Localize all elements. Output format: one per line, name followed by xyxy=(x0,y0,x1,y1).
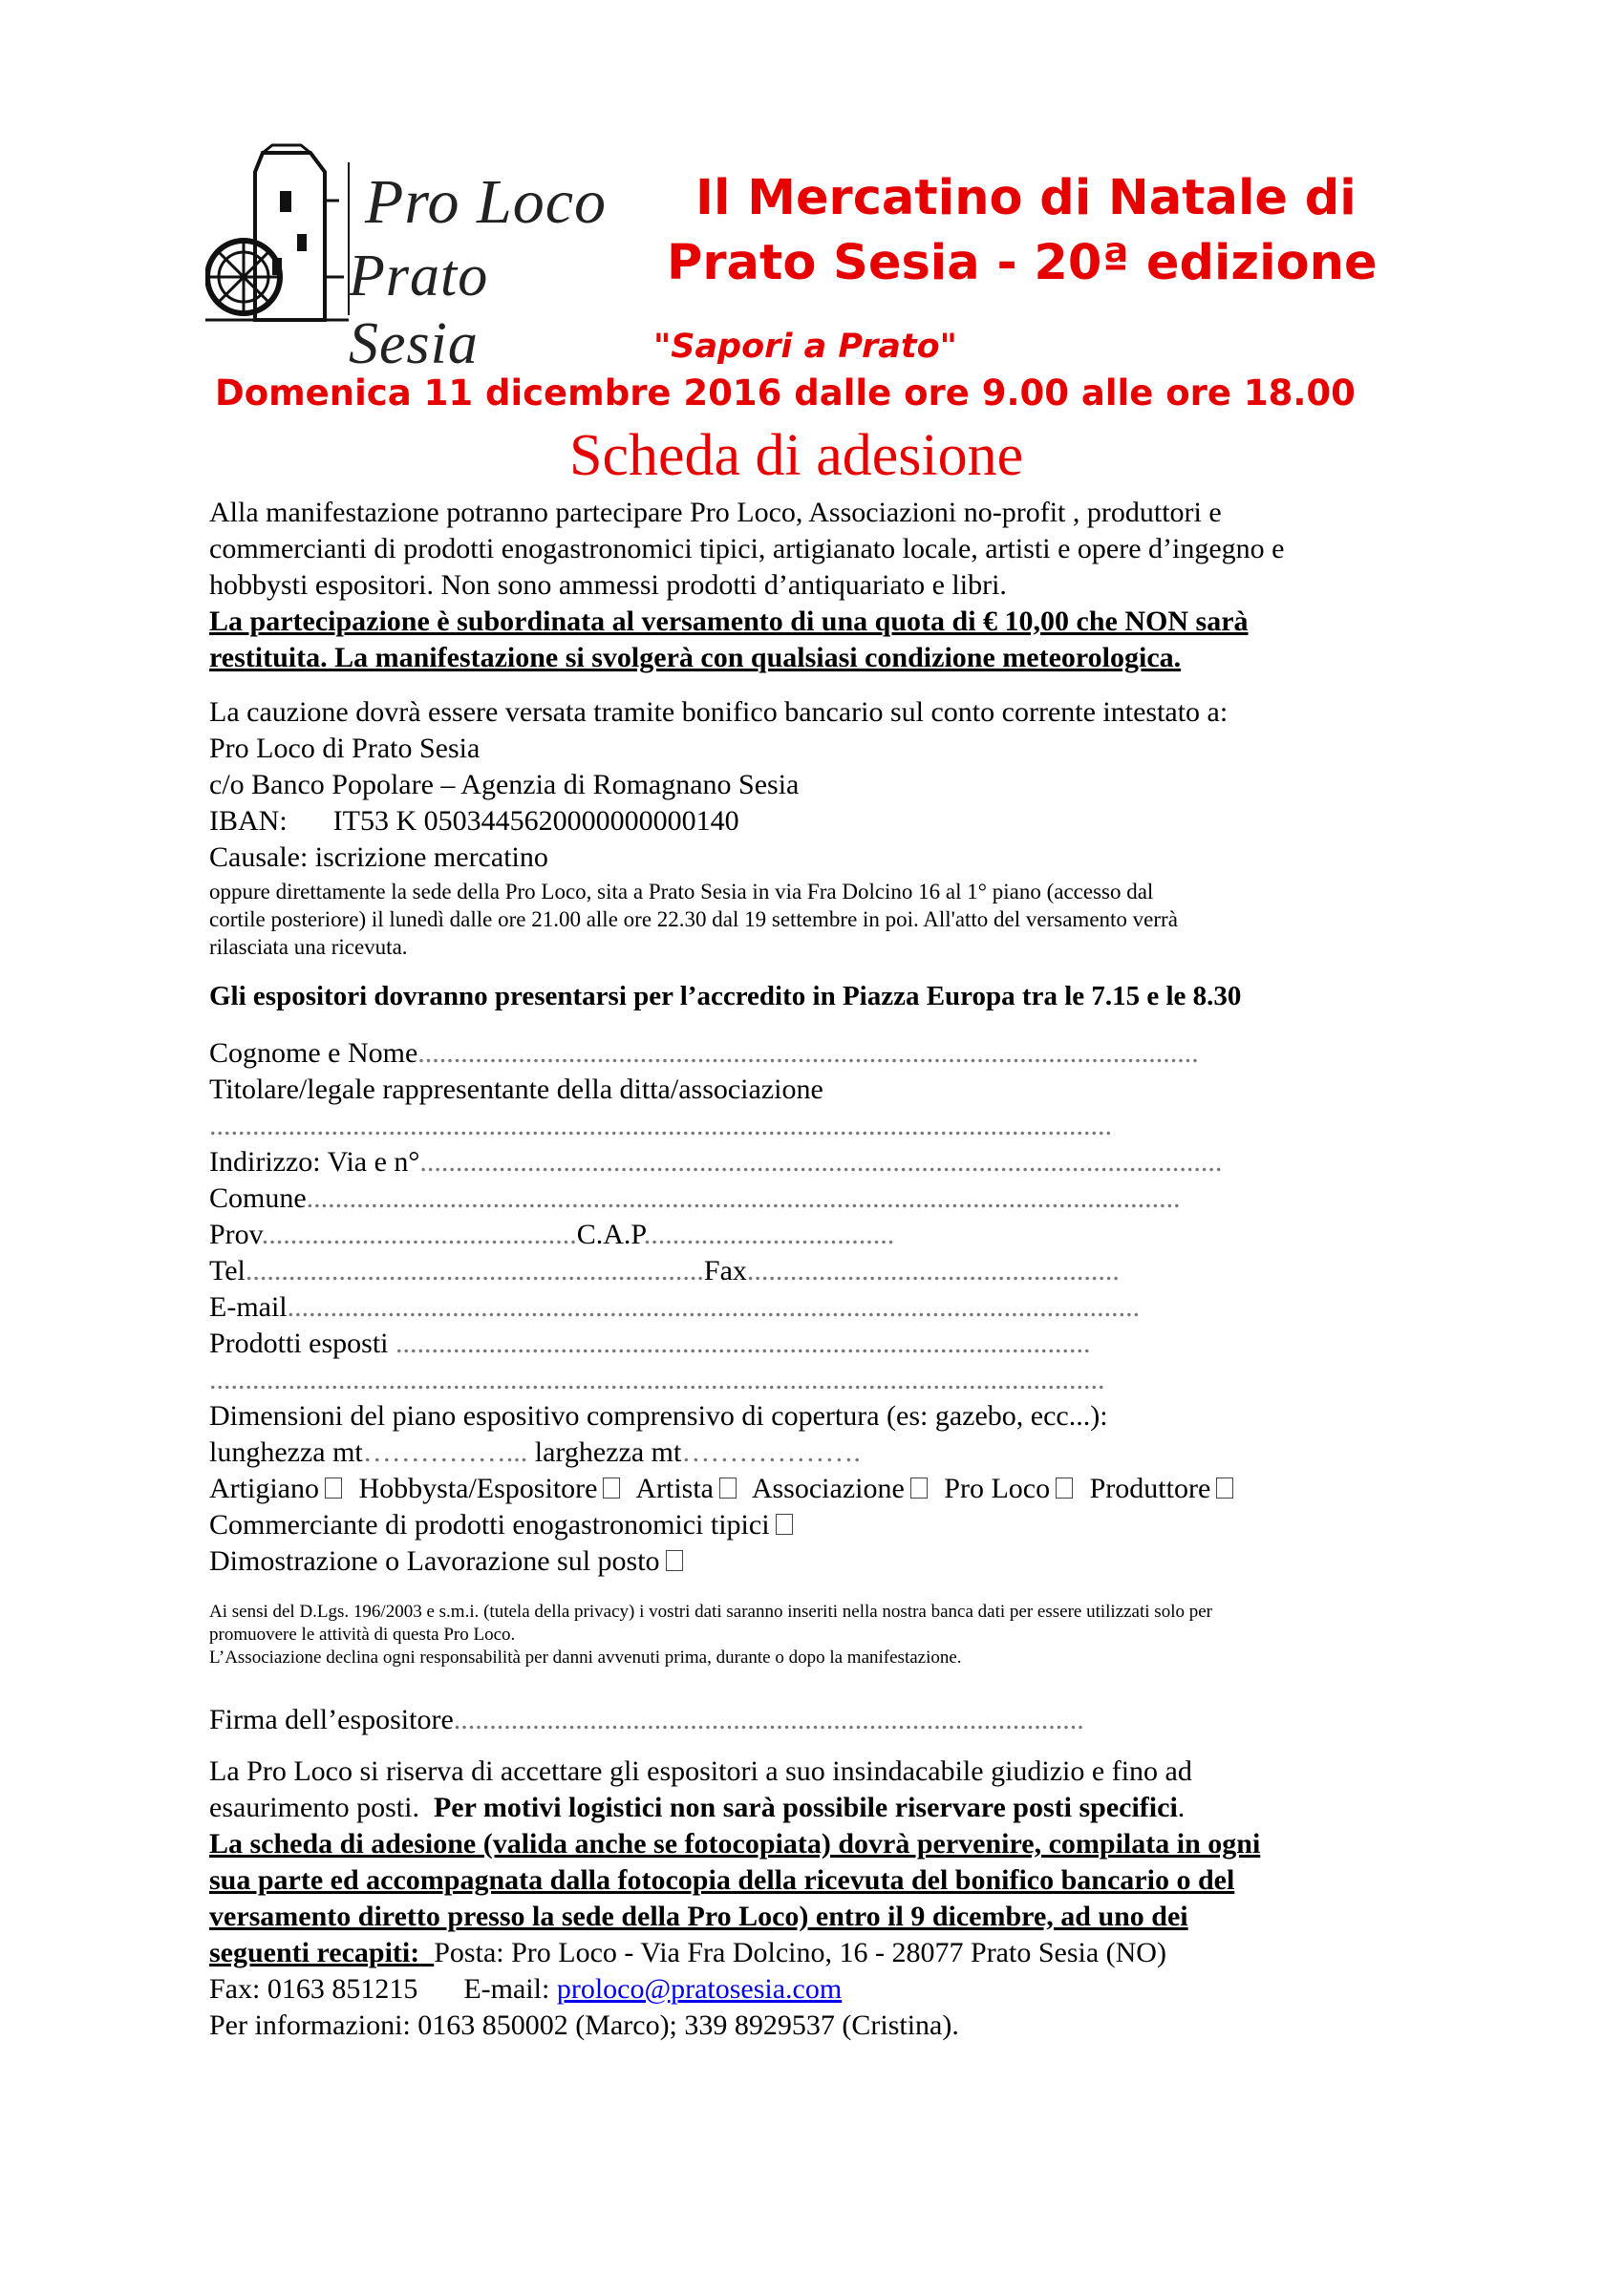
category-label: Produttore xyxy=(1089,1473,1211,1504)
checkbox-commerciante[interactable] xyxy=(776,1514,793,1535)
field-prodotti[interactable]: Prodotti esposti ................................................................................................. xyxy=(209,1328,1091,1359)
field-label: C.A.P xyxy=(576,1219,644,1250)
field-email[interactable]: E-mail....................................................................................................................... xyxy=(209,1291,1141,1323)
category-row xyxy=(209,1471,1243,1507)
field-label: Prodotti esposti xyxy=(209,1328,389,1359)
category-label: Associazione xyxy=(751,1473,905,1504)
contacts-row xyxy=(209,1935,1166,1971)
field-firma[interactable]: Firma dell’espositore........................................................................................ xyxy=(209,1704,1084,1735)
checkbox-dimostrazione[interactable] xyxy=(666,1550,683,1571)
checkbox-artigiano[interactable] xyxy=(325,1478,342,1499)
contact-email-link[interactable]: proloco@pratosesia.com xyxy=(556,1973,843,2005)
payment-causale: Causale: iscrizione mercatino xyxy=(209,841,548,873)
iban-row xyxy=(209,803,739,840)
intro-line: commercianti di prodotti enogastronomici tipici, artigianato locale, artisti e opere d’ingegno e xyxy=(209,533,1285,564)
event-date: Domenica 11 dicembre 2016 dalle ore 9.00 alle ore 18.00 xyxy=(215,372,1356,414)
field-prodotti-cont[interactable]: ............................................................................................................................. xyxy=(209,1364,1105,1395)
field-label: Fax xyxy=(703,1255,747,1286)
footer-line: La Pro Loco si riserva di accettare gli espositori a suo insindacabile giudizio e fino ad xyxy=(209,1755,1192,1787)
contacts-row xyxy=(209,1971,842,2008)
field-label: Indirizzo: Via e n° xyxy=(209,1146,420,1178)
checkbox-hobbysta[interactable] xyxy=(603,1478,620,1499)
checkbox-associazione[interactable] xyxy=(910,1478,928,1499)
category-label: Pro Loco xyxy=(944,1473,1051,1504)
contact-posta: Posta: Pro Loco - Via Fra Dolcino, 16 - 28077 Prato Sesia (NO) xyxy=(434,1937,1166,1968)
category-label: Hobbysta/Espositore xyxy=(358,1473,598,1504)
contact-fax: Fax: 0163 851215 xyxy=(209,1973,418,2005)
field-label: Tel xyxy=(209,1255,246,1286)
form-title: Scheda di adesione xyxy=(569,423,1024,488)
field-label: E-mail xyxy=(209,1291,288,1323)
pro-loco-logo xyxy=(205,143,626,376)
payment-account-holder: Pro Loco di Prato Sesia xyxy=(209,733,481,764)
contact-info: Per informazioni: 0163 850002 (Marco); 339 8929537 (Cristina). xyxy=(209,2009,959,2041)
field-prov-cap[interactable]: Prov............................................C.A.P................................... xyxy=(209,1219,895,1250)
category-dimostrazione xyxy=(209,1543,693,1580)
event-subtitle: "Sapori a Prato" xyxy=(653,328,957,366)
payment-alternative: rilasciata una ricevuta. xyxy=(209,935,408,959)
field-dots: ………………. xyxy=(681,1436,861,1468)
field-label: Comune xyxy=(209,1182,307,1214)
category-label: Dimostrazione o Lavorazione sul posto xyxy=(209,1545,660,1577)
logo-text-line1: Pro Loco xyxy=(365,167,608,237)
field-label: Cognome e Nome xyxy=(209,1037,418,1069)
field-dimensioni-label: Dimensioni del piano espositivo comprensivo di copertura (es: gazebo, ecc...): xyxy=(209,1400,1108,1432)
participation-fee-note: restituita. La manifestazione si svolgerà con qualsiasi condizione meteorologica. xyxy=(209,642,1182,673)
privacy-note: Ai sensi del D.Lgs. 196/2003 e s.m.i. (tutela della privacy) i vostri dati saranno inseriti nella nostra banca dati per essere utilizzati solo per xyxy=(209,1602,1212,1622)
field-dots: ……………... xyxy=(362,1436,528,1468)
intro-line: hobbysti espositori. Non sono ammessi prodotti d’antiquariato e libri. xyxy=(209,569,1007,601)
iban-label: IBAN: xyxy=(209,805,288,837)
field-comune[interactable]: Comune.......................................................................................................................... xyxy=(209,1182,1181,1214)
intro-line: Alla manifestazione potranno partecipare Pro Loco, Associazioni no-profit , produttori e xyxy=(209,497,1222,528)
checkbox-pro-loco[interactable] xyxy=(1056,1478,1073,1499)
field-label: larghezza mt xyxy=(534,1436,682,1468)
accredit-note: Gli espositori dovranno presentarsi per l’accredito in Piazza Europa tra le 7.15 e le 8.30 xyxy=(209,981,1242,1011)
footer-line xyxy=(209,1790,1185,1826)
submission-note: sua parte ed accompagnata dalla fotocopia della ricevuta del bonifico bancario o del xyxy=(209,1864,1235,1896)
participation-fee-note: La partecipazione è subordinata al versamento di una quota di € 10,00 che NON sarà xyxy=(209,606,1249,637)
logo-text-line2: Prato Sesia xyxy=(349,244,489,376)
privacy-note: promuovere le attività di questa Pro Loco. xyxy=(209,1625,516,1645)
field-tel-fax[interactable]: Tel................................................................Fax.................................................... xyxy=(209,1255,1120,1286)
submission-note: La scheda di adesione (valida anche se fotocopiata) dovrà pervenire, compilata in ogni xyxy=(209,1828,1261,1860)
payment-line: La cauzione dovrà essere versata tramite bonifico bancario sul conto corrente intestato a: xyxy=(209,696,1229,728)
event-title-line1: Il Mercatino di Natale di xyxy=(695,170,1357,226)
field-label: lunghezza mt xyxy=(209,1436,363,1468)
category-label: Artista xyxy=(635,1473,714,1504)
field-label: Firma dell’espositore xyxy=(209,1704,454,1735)
field-titolare[interactable]: .............................................................................................................................. xyxy=(209,1110,1112,1141)
liability-note: L’Associazione declina ogni responsabilità per danni avvenuti prima, durante o dopo la manifestazione. xyxy=(209,1648,962,1668)
iban-value: IT53 K 0503445620000000000140 xyxy=(332,805,739,837)
contact-email-label: E-mail: xyxy=(463,1973,550,2005)
category-label: Commerciante di prodotti enogastronomici tipici xyxy=(209,1509,770,1541)
category-label: Artigiano xyxy=(209,1473,319,1504)
field-cognome-nome[interactable]: Cognome e Nome............................................................................................................. xyxy=(209,1037,1199,1069)
field-dimensioni[interactable] xyxy=(209,1435,861,1471)
field-titolare-label: Titolare/legale rappresentante della ditta/associazione xyxy=(209,1074,823,1105)
payment-alternative: oppure direttamente la sede della Pro Loco, sita a Prato Sesia in via Fra Dolcino 16 al 1° piano (accesso dal xyxy=(209,880,1154,904)
checkbox-artista[interactable] xyxy=(719,1478,737,1499)
field-label: Prov xyxy=(209,1219,262,1250)
submission-note: seguenti recapiti: xyxy=(209,1937,420,1968)
payment-bank: c/o Banco Popolare – Agenzia di Romagnano Sesia xyxy=(209,769,800,800)
category-commerciante xyxy=(209,1507,802,1543)
footer-text: . xyxy=(1177,1792,1186,1823)
event-title-line2: Prato Sesia - 20ª edizione xyxy=(667,235,1378,291)
footer-bold: Per motivi logistici non sarà possibile riservare posti specifici xyxy=(433,1792,1178,1823)
payment-alternative: cortile posteriore) il lunedì dalle ore 21.00 alle ore 22.30 dal 19 settembre in poi. All'atto del versamento verrà xyxy=(209,907,1178,931)
footer-text: esaurimento posti. xyxy=(209,1792,419,1823)
field-indirizzo[interactable]: Indirizzo: Via e n°................................................................................................................ xyxy=(209,1146,1223,1178)
checkbox-produttore[interactable] xyxy=(1216,1478,1233,1499)
submission-note: versamento diretto presso la sede della Pro Loco) entro il 9 dicembre, ad uno dei xyxy=(209,1901,1188,1932)
